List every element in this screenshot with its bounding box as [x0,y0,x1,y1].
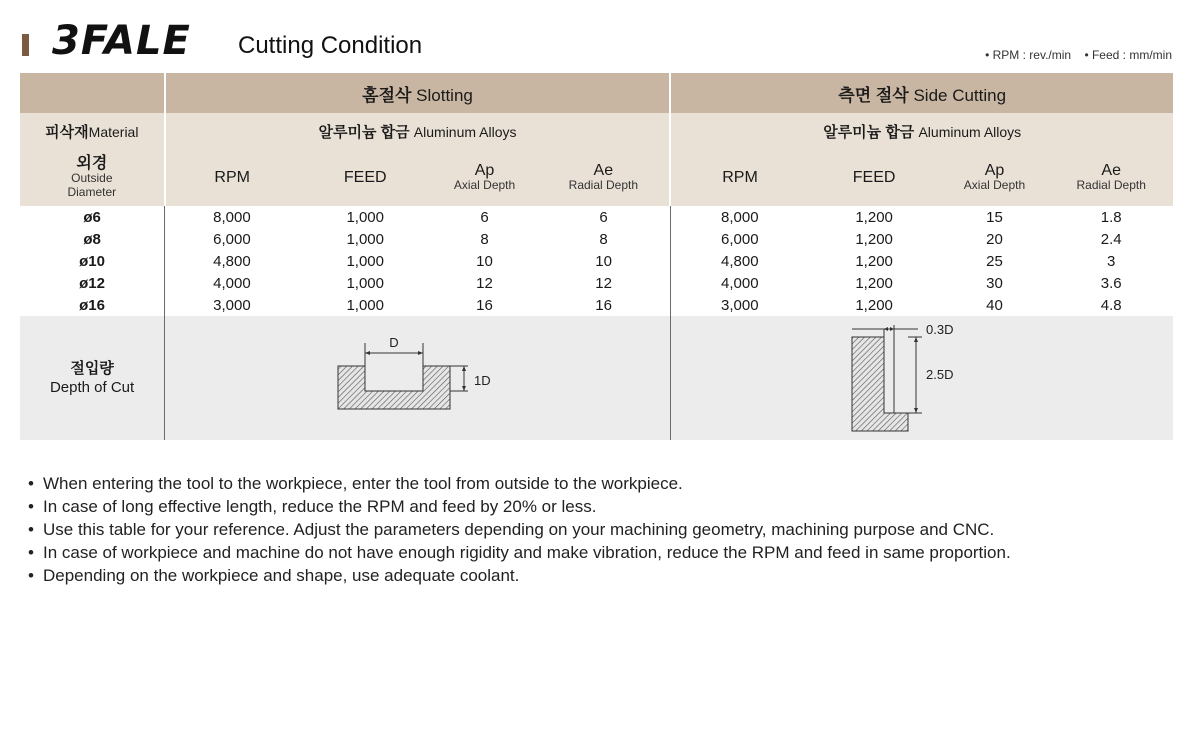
slot-ae-cell: 10 [595,252,612,270]
side-feed-cell: 1,200 [855,230,893,248]
side-radial-label: 0.3D [925,322,954,337]
table-row [20,250,1173,272]
page-subtitle: Cutting Condition [238,32,423,59]
slot-ae-cell: 12 [595,274,612,292]
slot-rpm-cell: 8,000 [165,206,299,228]
side-cutting-depth-diagram [822,317,1022,435]
side-feed-cell: 1,200 [855,274,893,292]
side-feed-cell: 1,200 [855,208,893,226]
header-row-columns [20,149,1173,206]
unit-feed: • Feed : mm/min [1084,48,1172,62]
slot-rpm-cell: 4,800 [165,250,299,272]
side-cutting-diagram-cell [670,316,1173,440]
side-ae-cell: 2.4 [1100,230,1122,248]
side-ap-cell: 20 [986,230,1003,248]
units-legend [975,48,1172,62]
table-row [20,228,1173,250]
slotting-material: 알루미늄 합금 Aluminum Alloys [165,113,671,149]
slot-rpm-cell: 6,000 [165,228,299,250]
note-item: • When entering the tool to the workpiece, enter the tool from outside to the workpiece. [28,472,1011,495]
slot-ae-cell: 16 [595,296,612,314]
side-ap-cell: 30 [986,274,1003,292]
slotting-depth-diagram [318,321,518,431]
note-item: • Depending on the workpiece and shape, use adequate coolant. [28,564,1011,587]
note-item: • In case of workpiece and machine do not have enough rigidity and make vibration, reduce the RPM and feed in same proportion. [28,541,1011,564]
table-row [20,272,1173,294]
header-row-operation [20,73,1173,113]
title-accent-bar [22,34,29,56]
slot-rpm-header: RPM [165,149,299,206]
side-rpm-cell: 4,000 [670,272,808,294]
corner-cell [20,73,165,113]
diameter-cell: ø12 [79,274,105,292]
slot-rpm-cell: 3,000 [165,294,299,316]
slotting-diagram-cell [165,316,671,440]
slot-ae-header: Ae Radial Depth [537,149,670,206]
title-bar [22,18,1172,66]
note-item: • Use this table for your reference. Adjust the parameters depending on your machining geometry, machining purpose and CNC. [28,518,1011,541]
slot-ap-cell: 16 [476,296,493,314]
side-rpm-cell: 6,000 [670,228,808,250]
cutting-condition-table [20,73,1173,440]
side-rpm-cell: 4,800 [670,250,808,272]
diameter-cell: ø6 [83,208,101,226]
side-ae-cell: 1.8 [1100,208,1122,226]
slot-feed-header: FEED [299,149,432,206]
slot-ap-cell: 10 [476,252,493,270]
side-ae-header: Ae Radial Depth [1049,149,1173,206]
header-row-material [20,113,1173,149]
side-feed-cell: 1,200 [855,252,893,270]
table-row [20,294,1173,316]
side-feed-header: FEED [809,149,940,206]
side-ap-cell: 40 [986,296,1003,314]
side-ae-cell: 3 [1107,252,1116,270]
slot-width-label: D [388,335,399,350]
side-ap-cell: 15 [986,208,1003,226]
slot-ap-header: Ap Axial Depth [432,149,538,206]
depth-of-cut-row [20,316,1173,440]
side-rpm-cell: 3,000 [670,294,808,316]
side-feed-cell: 1,200 [855,296,893,314]
slot-ae-cell: 6 [599,208,608,226]
product-name: 3FALE [52,18,191,64]
side-cutting-header: 측면 절삭 Side Cutting [670,73,1173,113]
side-rpm-header: RPM [670,149,808,206]
slot-depth-label: 1D [473,373,491,388]
side-ap-header: Ap Axial Depth [940,149,1050,206]
slot-rpm-cell: 4,000 [165,272,299,294]
side-cutting-material: 알루미늄 합금 Aluminum Alloys [670,113,1173,149]
slot-ae-cell: 8 [599,230,608,248]
side-ap-cell: 25 [986,252,1003,270]
side-ae-cell: 3.6 [1100,274,1122,292]
diameter-header: 외경 Outside Diameter [20,149,165,206]
side-axial-label: 2.5D [925,367,954,382]
usage-notes [28,472,1011,587]
diameter-cell: ø10 [79,252,105,270]
slot-feed-cell: 1,000 [346,274,384,292]
side-ae-cell: 4.8 [1100,296,1122,314]
depth-of-cut-label: 절입량 Depth of Cut [20,316,165,440]
slot-feed-cell: 1,000 [346,208,384,226]
slot-ap-cell: 8 [480,230,489,248]
slot-feed-cell: 1,000 [346,252,384,270]
material-label: 피삭재Material [20,113,165,149]
diameter-cell: ø8 [83,230,101,248]
note-item: • In case of long effective length, reduce the RPM and feed by 20% or less. [28,495,1011,518]
slot-feed-cell: 1,000 [346,296,384,314]
slot-ap-cell: 12 [476,274,493,292]
unit-rpm: • RPM : rev./min [985,48,1072,62]
diameter-cell: ø16 [79,296,105,314]
side-rpm-cell: 8,000 [670,206,808,228]
slot-feed-cell: 1,000 [346,230,384,248]
slotting-header: 홈절삭 Slotting [165,73,671,113]
slot-ap-cell: 6 [480,208,489,226]
table-row [20,206,1173,228]
